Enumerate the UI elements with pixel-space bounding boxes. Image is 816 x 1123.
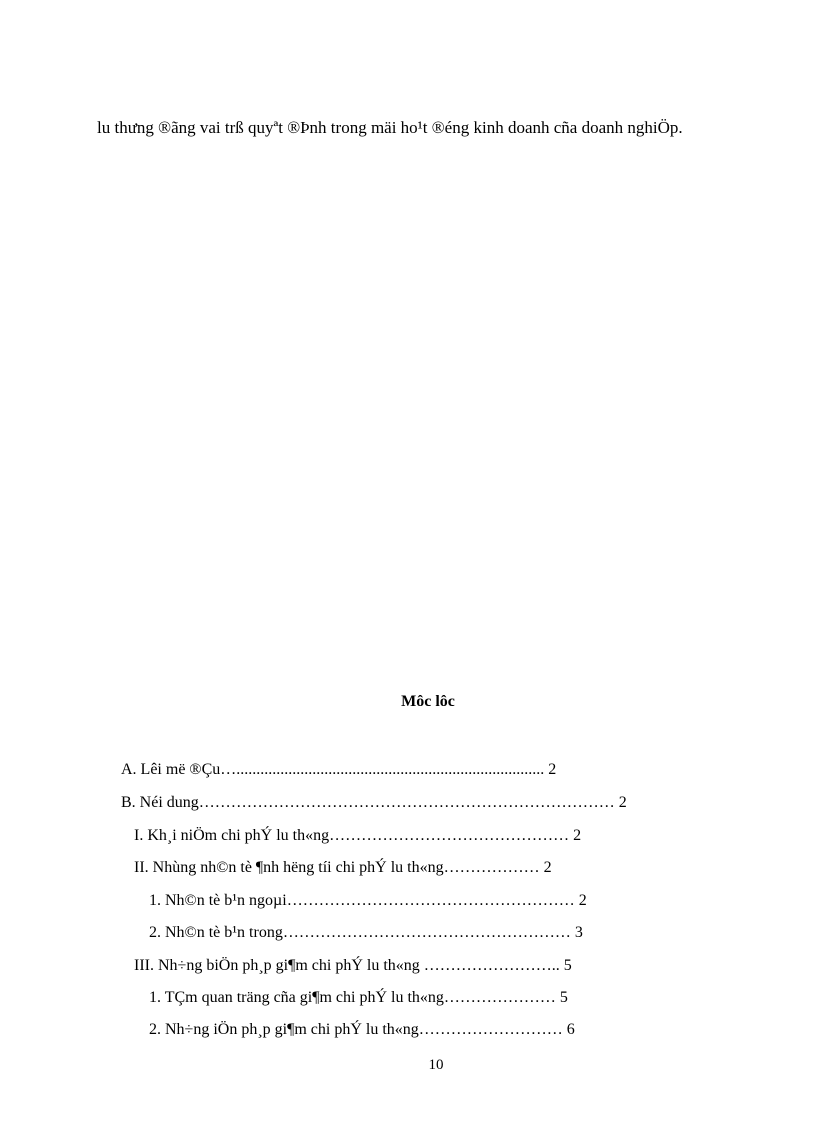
toc-entry-section-2-2: 2. Nh©n tè b¹n trong……………………………………………… 3 — [149, 924, 583, 941]
toc-title: Môc lôc — [401, 693, 455, 710]
toc-entry-section-3-1: 1. TÇm quan träng cña gi¶m chi phÝ lu th«ng………………… 5 — [149, 989, 568, 1006]
toc-entry-content: B. Néi dung…………………………………………………………………… 2 — [121, 794, 627, 811]
page-number: 10 — [428, 1057, 444, 1073]
toc-entry-section-3: III. Nh÷ng biÖn ph¸p gi¶m chi phÝ lu th«ng …………………….. 5 — [134, 957, 572, 974]
toc-entry-intro: A. Lêi më ®Çu…............................................................................. 2 — [121, 761, 557, 778]
body-paragraph: lu thưng ®ãng vai trß quyªt ®Þnh trong mäi ho¹t ®éng kinh doanh cña doanh nghiÖp. — [97, 118, 683, 137]
toc-entry-section-2-1: 1. Nh©n tè b¹n ngoµi……………………………………………… 2 — [149, 892, 587, 909]
toc-entry-section-3-2: 2. Nh÷ng iÖn ph¸p gi¶m chi phÝ lu th«ng……………………… 6 — [149, 1021, 575, 1038]
toc-entry-section-1: I. Kh¸i niÖm chi phÝ lu th«ng……………………………………… 2 — [134, 827, 582, 844]
toc-entry-section-2: II. Nhùng nh©n tè ¶nh hëng tíi chi phÝ lu th«ng……………… 2 — [134, 859, 552, 876]
